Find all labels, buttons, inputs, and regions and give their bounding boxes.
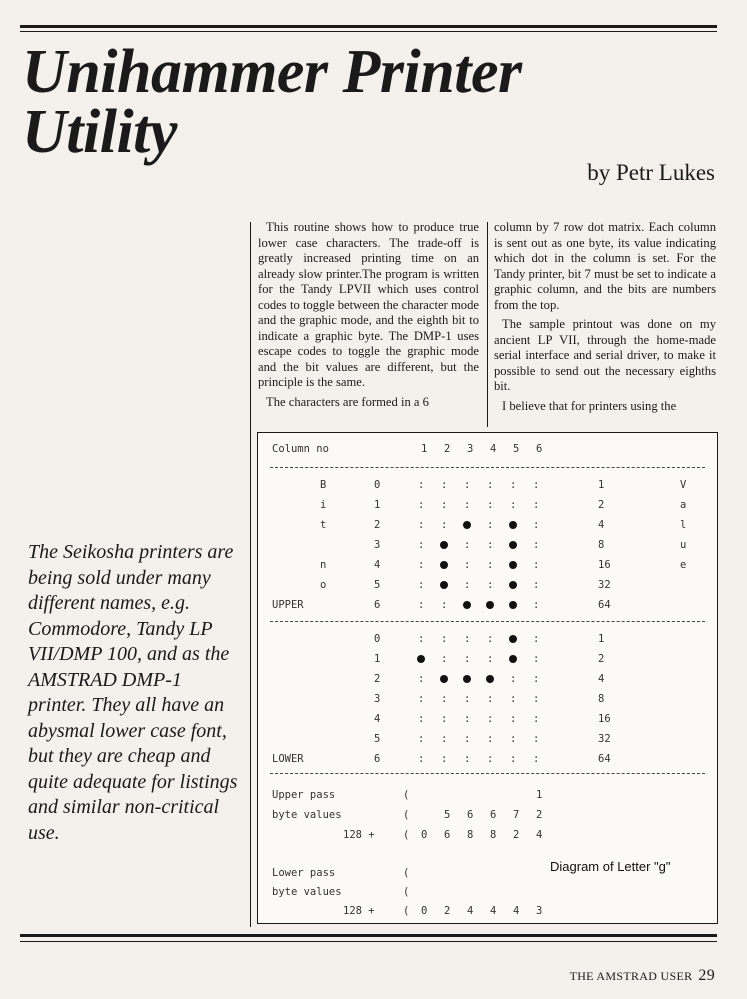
matrix-empty-cell: : bbox=[510, 693, 517, 705]
sum-value: 4 bbox=[490, 905, 497, 917]
matrix-empty-cell: : bbox=[510, 753, 517, 765]
upper-pass-label: Upper pass bbox=[272, 789, 336, 801]
upper-pass-row bbox=[258, 789, 717, 803]
body-column-1 bbox=[258, 220, 479, 430]
matrix-empty-cell: : bbox=[464, 693, 471, 705]
matrix-row bbox=[258, 693, 717, 707]
matrix-empty-cell: : bbox=[533, 633, 540, 645]
matrix-empty-cell: : bbox=[487, 479, 494, 491]
plus-label: 128 + bbox=[343, 905, 375, 917]
bit-value: 8 bbox=[598, 693, 605, 705]
bit-number: 5 bbox=[374, 733, 381, 745]
matrix-empty-cell: : bbox=[441, 633, 448, 645]
row-side-label: B bbox=[320, 479, 327, 491]
bit-value: 64 bbox=[598, 599, 611, 611]
matrix-empty-cell: : bbox=[418, 479, 425, 491]
matrix-row bbox=[258, 559, 717, 573]
matrix-empty-cell: : bbox=[464, 733, 471, 745]
body-column-2 bbox=[494, 220, 716, 430]
matrix-empty-cell: : bbox=[510, 673, 517, 685]
matrix-empty-cell: : bbox=[418, 499, 425, 511]
sum-value: 8 bbox=[490, 829, 497, 841]
matrix-row bbox=[258, 733, 717, 747]
row-side-label: V bbox=[680, 479, 687, 491]
upper-byte-values-row bbox=[258, 809, 717, 823]
page-number: 29 bbox=[698, 967, 715, 984]
matrix-empty-cell: : bbox=[510, 713, 517, 725]
matrix-empty-cell: : bbox=[487, 713, 494, 725]
matrix-empty-cell: : bbox=[533, 673, 540, 685]
matrix-empty-cell: : bbox=[533, 693, 540, 705]
bit-number: 1 bbox=[374, 653, 381, 665]
sum-value: 4 bbox=[513, 905, 520, 917]
matrix-empty-cell: : bbox=[418, 693, 425, 705]
row-side-label: i bbox=[320, 499, 327, 511]
row-side-label: e bbox=[680, 559, 687, 571]
bit-value: 1 bbox=[598, 479, 605, 491]
sidebar-divider bbox=[250, 222, 251, 927]
column-divider bbox=[487, 222, 488, 427]
matrix-empty-cell: : bbox=[533, 479, 540, 491]
row-side-label: l bbox=[680, 519, 687, 531]
matrix-dot bbox=[509, 601, 517, 609]
byline: by Petr Lukes bbox=[587, 160, 715, 185]
matrix-row bbox=[258, 539, 717, 553]
matrix-dot bbox=[509, 521, 517, 529]
body-paragraph: I believe that for printers using the bbox=[502, 398, 677, 413]
sum-value: 8 bbox=[467, 829, 474, 841]
bit-value: 1 bbox=[598, 633, 605, 645]
column-number: 6 bbox=[536, 443, 543, 455]
matrix-empty-cell: : bbox=[533, 539, 540, 551]
matrix-dot bbox=[509, 561, 517, 569]
matrix-empty-cell: : bbox=[487, 579, 494, 591]
matrix-empty-cell: : bbox=[533, 579, 540, 591]
matrix-empty-cell: : bbox=[487, 519, 494, 531]
matrix-empty-cell: : bbox=[533, 653, 540, 665]
matrix-empty-cell: : bbox=[464, 753, 471, 765]
matrix-dot bbox=[440, 561, 448, 569]
bit-number: 5 bbox=[374, 579, 381, 591]
row-side-label: n bbox=[320, 559, 327, 571]
matrix-row bbox=[258, 753, 717, 767]
matrix-empty-cell: : bbox=[533, 559, 540, 571]
matrix-row bbox=[258, 479, 717, 493]
matrix-empty-cell: : bbox=[464, 499, 471, 511]
matrix-empty-cell: : bbox=[464, 653, 471, 665]
dot-matrix-diagram bbox=[257, 432, 718, 924]
matrix-empty-cell: : bbox=[533, 733, 540, 745]
matrix-empty-cell: : bbox=[418, 633, 425, 645]
divider-line bbox=[270, 467, 705, 468]
byte-value: 7 bbox=[513, 809, 520, 821]
matrix-empty-cell: : bbox=[464, 633, 471, 645]
matrix-empty-cell: : bbox=[487, 753, 494, 765]
matrix-empty-cell: : bbox=[487, 633, 494, 645]
bit-number: 3 bbox=[374, 693, 381, 705]
matrix-empty-cell: : bbox=[418, 753, 425, 765]
sum-value: 4 bbox=[536, 829, 543, 841]
diagram-caption: Diagram of Letter "g" bbox=[550, 859, 671, 874]
bit-number: 4 bbox=[374, 713, 381, 725]
bottom-rule-thick bbox=[20, 934, 717, 937]
top-rule-thin bbox=[20, 31, 717, 32]
matrix-dot bbox=[509, 635, 517, 643]
row-side-label: t bbox=[320, 519, 327, 531]
body-paragraph: The sample printout was done on my ancient LP VII, through the home-made serial interface and serial driver, to make it possible to send out the necessary eighths bit. bbox=[494, 317, 716, 393]
paren: ( bbox=[403, 886, 410, 898]
matrix-empty-cell: : bbox=[533, 499, 540, 511]
matrix-empty-cell: : bbox=[464, 539, 471, 551]
article-title bbox=[22, 38, 622, 166]
matrix-empty-cell: : bbox=[418, 539, 425, 551]
matrix-row bbox=[258, 653, 717, 667]
sum-value: 0 bbox=[421, 905, 428, 917]
matrix-empty-cell: : bbox=[418, 519, 425, 531]
byte-value: 6 bbox=[490, 809, 497, 821]
bit-value: 16 bbox=[598, 559, 611, 571]
divider-line bbox=[270, 621, 705, 622]
lower-sum-row bbox=[258, 905, 717, 919]
sum-value: 3 bbox=[536, 905, 543, 917]
byte-value: 6 bbox=[467, 809, 474, 821]
divider-line bbox=[270, 773, 705, 774]
matrix-row bbox=[258, 673, 717, 687]
matrix-empty-cell: : bbox=[510, 499, 517, 511]
bit-number: 0 bbox=[374, 633, 381, 645]
matrix-row bbox=[258, 633, 717, 647]
matrix-empty-cell: : bbox=[441, 599, 448, 611]
title-line-2: Utility bbox=[22, 98, 177, 166]
matrix-dot bbox=[463, 521, 471, 529]
matrix-dot bbox=[509, 541, 517, 549]
matrix-empty-cell: : bbox=[441, 693, 448, 705]
matrix-empty-cell: : bbox=[533, 753, 540, 765]
plus-label: 128 + bbox=[343, 829, 375, 841]
body-paragraph: This routine shows how to produce true lower case characters. The trade-off is greatly increased printing time on an already slow printer.The program is written for the Tandy LPVII which uses control codes to toggle between the character mode and the graphic mode, and the eighth bit to indicate a graphic byte. The DMP-1 uses escape codes to toggle the graphic mode and the bit values are different, but the principle is the same. bbox=[258, 220, 479, 389]
byte-values-label: byte values bbox=[272, 886, 342, 898]
paren: ( bbox=[403, 829, 410, 841]
body-paragraph: The characters are formed in a 6 bbox=[266, 394, 429, 409]
page-footer bbox=[570, 967, 715, 985]
paren: ( bbox=[403, 809, 410, 821]
matrix-empty-cell: : bbox=[464, 579, 471, 591]
bit-number: 6 bbox=[374, 753, 381, 765]
matrix-empty-cell: : bbox=[441, 479, 448, 491]
matrix-empty-cell: : bbox=[441, 753, 448, 765]
upper-sum-row bbox=[258, 829, 717, 843]
matrix-empty-cell: : bbox=[464, 559, 471, 571]
column-number: 4 bbox=[490, 443, 497, 455]
lower-byte-values-row bbox=[258, 886, 717, 900]
bit-value: 32 bbox=[598, 579, 611, 591]
matrix-dot bbox=[486, 675, 494, 683]
bit-number: 6 bbox=[374, 599, 381, 611]
matrix-empty-cell: : bbox=[418, 673, 425, 685]
matrix-empty-cell: : bbox=[418, 733, 425, 745]
row-side-label: a bbox=[680, 499, 687, 511]
matrix-dot bbox=[463, 675, 471, 683]
column-header-label: Column no bbox=[272, 443, 329, 455]
bottom-rule-thin bbox=[20, 941, 717, 942]
magazine-name: THE AMSTRAD USER bbox=[569, 969, 693, 983]
matrix-empty-cell: : bbox=[533, 519, 540, 531]
paren: ( bbox=[403, 867, 410, 879]
bit-number: 2 bbox=[374, 673, 381, 685]
row-side-label: LOWER bbox=[272, 753, 304, 765]
title-line-1: Unihammer Printer bbox=[22, 38, 522, 106]
matrix-empty-cell: : bbox=[441, 519, 448, 531]
column-header-row bbox=[258, 443, 717, 457]
matrix-dot bbox=[440, 581, 448, 589]
byte-values-label: byte values bbox=[272, 809, 342, 821]
matrix-empty-cell: : bbox=[487, 539, 494, 551]
matrix-empty-cell: : bbox=[487, 693, 494, 705]
matrix-empty-cell: : bbox=[487, 499, 494, 511]
matrix-dot bbox=[486, 601, 494, 609]
column-number: 2 bbox=[444, 443, 451, 455]
row-side-label: u bbox=[680, 539, 687, 551]
lower-pass-label: Lower pass bbox=[272, 867, 336, 879]
byte-value: 5 bbox=[444, 809, 451, 821]
matrix-dot bbox=[509, 655, 517, 663]
bit-value: 8 bbox=[598, 539, 605, 551]
matrix-empty-cell: : bbox=[464, 713, 471, 725]
bit-value: 4 bbox=[598, 519, 605, 531]
bit-value: 32 bbox=[598, 733, 611, 745]
byte-value: 2 bbox=[536, 809, 543, 821]
column-number: 1 bbox=[421, 443, 428, 455]
sum-value: 6 bbox=[444, 829, 451, 841]
matrix-row bbox=[258, 499, 717, 513]
matrix-empty-cell: : bbox=[441, 653, 448, 665]
matrix-dot bbox=[463, 601, 471, 609]
matrix-empty-cell: : bbox=[418, 713, 425, 725]
matrix-empty-cell: : bbox=[441, 733, 448, 745]
matrix-row bbox=[258, 519, 717, 533]
sum-value: 2 bbox=[444, 905, 451, 917]
bit-value: 4 bbox=[598, 673, 605, 685]
matrix-empty-cell: : bbox=[441, 499, 448, 511]
bit-number: 4 bbox=[374, 559, 381, 571]
column-number: 3 bbox=[467, 443, 474, 455]
top-rule-thick bbox=[20, 25, 717, 28]
bit-value: 64 bbox=[598, 753, 611, 765]
bit-number: 1 bbox=[374, 499, 381, 511]
sum-value: 0 bbox=[421, 829, 428, 841]
matrix-empty-cell: : bbox=[441, 713, 448, 725]
bit-number: 0 bbox=[374, 479, 381, 491]
matrix-empty-cell: : bbox=[418, 559, 425, 571]
body-paragraph: column by 7 row dot matrix. Each column is sent out as one byte, its value indicating which dot in the column is set. For the Tandy printer, bit 7 must be set to indicate a graphic column, and the bits are numbers from the top. bbox=[494, 220, 716, 312]
matrix-empty-cell: : bbox=[510, 479, 517, 491]
matrix-dot bbox=[417, 655, 425, 663]
bit-number: 2 bbox=[374, 519, 381, 531]
matrix-row bbox=[258, 599, 717, 613]
bit-number: 3 bbox=[374, 539, 381, 551]
matrix-dot bbox=[440, 675, 448, 683]
bit-value: 2 bbox=[598, 653, 605, 665]
sum-value: 2 bbox=[513, 829, 520, 841]
matrix-row bbox=[258, 579, 717, 593]
column-number: 5 bbox=[513, 443, 520, 455]
matrix-empty-cell: : bbox=[418, 579, 425, 591]
bit-value: 2 bbox=[598, 499, 605, 511]
upper-pass-top-value: 1 bbox=[536, 789, 543, 801]
paren: ( bbox=[403, 905, 410, 917]
sidebar-quote: The Seikosha printers are being sold under many different names, e.g. Commodore, Tandy LP VII/DMP 100, and as the AMSTRAD DMP-1 printer. They all have an abysmal lower case font, but they are cheap and quite adequate for listings and similar non-critical use. bbox=[28, 541, 238, 844]
matrix-dot bbox=[509, 581, 517, 589]
matrix-empty-cell: : bbox=[464, 479, 471, 491]
sum-value: 4 bbox=[467, 905, 474, 917]
paren: ( bbox=[403, 789, 410, 801]
matrix-row bbox=[258, 713, 717, 727]
matrix-empty-cell: : bbox=[487, 733, 494, 745]
matrix-empty-cell: : bbox=[510, 733, 517, 745]
row-side-label: o bbox=[320, 579, 327, 591]
matrix-empty-cell: : bbox=[418, 599, 425, 611]
matrix-empty-cell: : bbox=[533, 713, 540, 725]
row-side-label: UPPER bbox=[272, 599, 304, 611]
bit-value: 16 bbox=[598, 713, 611, 725]
matrix-empty-cell: : bbox=[533, 599, 540, 611]
matrix-empty-cell: : bbox=[487, 653, 494, 665]
matrix-dot bbox=[440, 541, 448, 549]
matrix-empty-cell: : bbox=[487, 559, 494, 571]
